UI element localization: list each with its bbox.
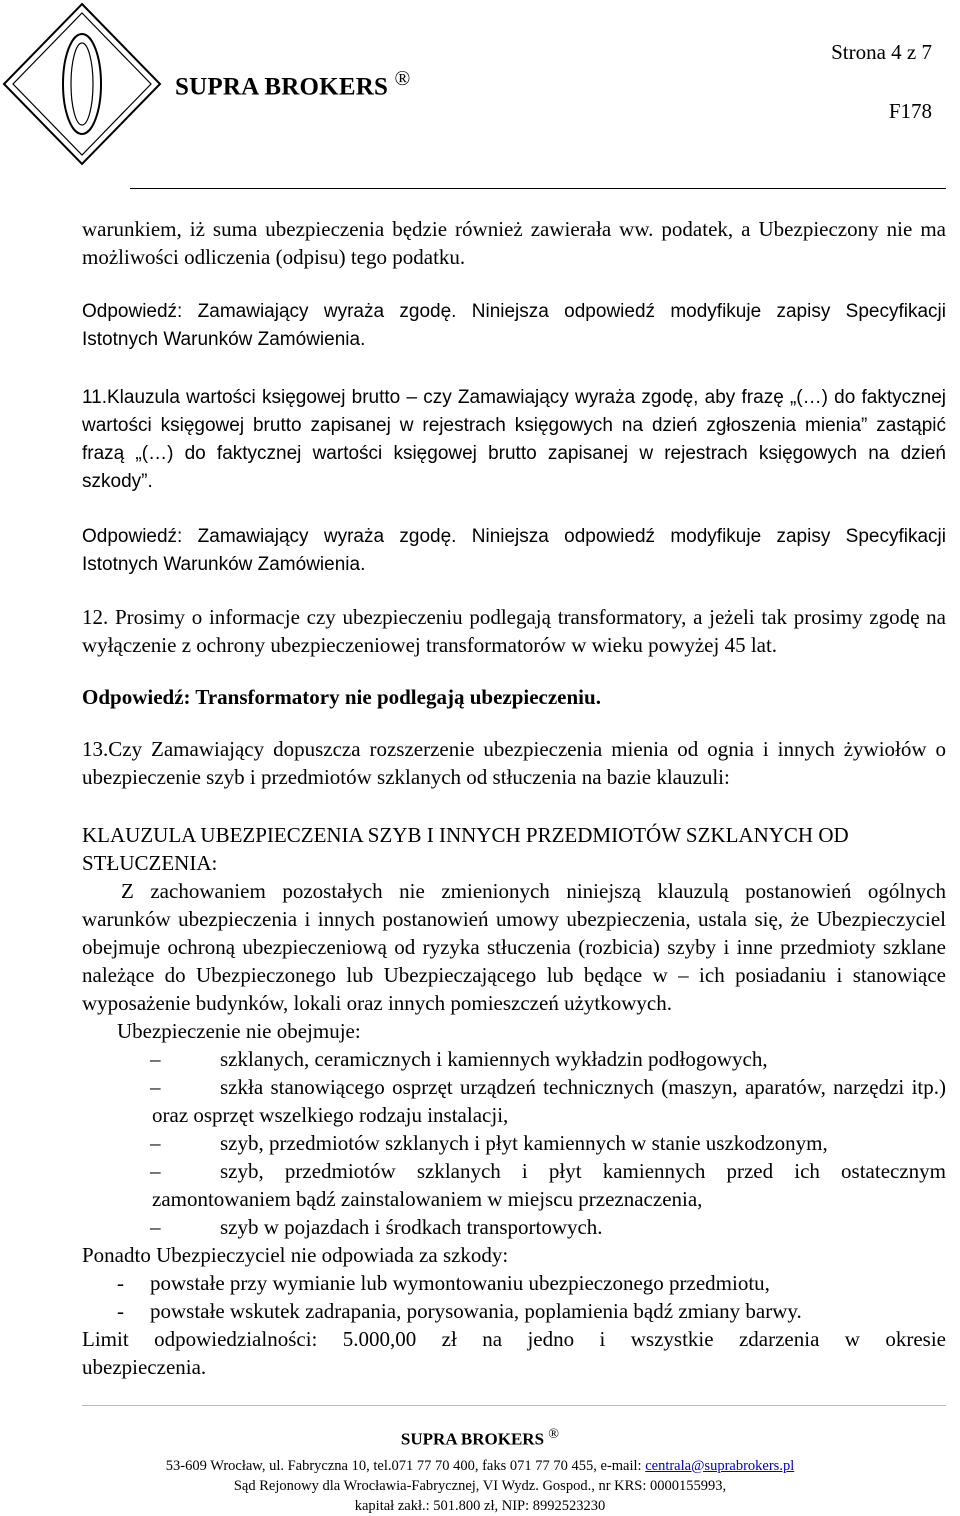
- footer: [0, 1420, 960, 1516]
- footer-capital: kapitał zakł.: 501.800 zł, NIP: 8992523230: [354, 1497, 606, 1514]
- form-code: F178: [888, 99, 932, 123]
- page-number: Strona 4 z 7: [831, 40, 932, 64]
- question-12: 12. Prosimy o informacje czy ubezpieczeniu podlegają transformatory, a jeżeli tak prosimy zgodę na wyłączenie z ochrony ubezpieczeniowej transformatorów w wieku powyżej 45 lat.: [82, 605, 946, 657]
- answer-12: Odpowiedź: Transformatory nie podlegają ubezpieczeniu.: [82, 685, 601, 709]
- exclusions-list: [82, 1045, 946, 1241]
- clause-title: KLAUZULA UBEZPIECZENIA SZYB I INNYCH PRZEDMIOTÓW SZKLANYCH OD STŁUCZENIA:: [82, 823, 849, 875]
- exclusions-intro: Ubezpieczenie nie obejmuje:: [117, 1019, 361, 1043]
- clause-paragraph: Z zachowaniem pozostałych nie zmienionych niniejszą klauzulą postanowień ogólnych warunków ubezpieczenia i innych postanowień umowy ubezpieczenia, ustala się, że Ubezpieczyciel obejmuje ochroną ubezpieczeniową od ryzyka stłuczenia (rozbicia) szyby i inne przedmioty szklane należące do Ubezpieczonego lub Ubezpieczającego lub będące w – ich posiadaniu i stanowiące wyposażenie budynków, lokali oraz innych pomieszczeń użytkowych.: [82, 879, 946, 1015]
- list-item: - powstałe wskutek zadrapania, porysowania, poplamienia bądź zmiany barwy.: [117, 1299, 802, 1323]
- document-body: [82, 215, 946, 1381]
- dash-marker: –: [150, 1159, 161, 1183]
- header-brand: SUPRA BROKERS ®: [175, 66, 411, 101]
- question-13: 13.Czy Zamawiający dopuszcza rozszerzenie ubezpieczenia mienia od ognia i innych żywiołów o ubezpieczenie szyb i przedmiotów szklanych od stłuczenia na bazie klauzuli:: [82, 737, 946, 789]
- header-divider: [130, 188, 946, 189]
- footer-court: Sąd Rejonowy dla Wrocławia-Fabrycznej, VI Wydz. Gospod., nr KRS: 0000155993,: [233, 1477, 727, 1494]
- footer-brand: SUPRA BROKERS ®: [400, 1426, 560, 1449]
- hyphen-marker: -: [117, 1299, 124, 1323]
- diamond-zero-logo: [0, 0, 164, 168]
- answer-10: Odpowiedź: Zamawiający wyraża zgodę. Niniejsza odpowiedź modyfikuje zapisy Specyfikacji Istotnych Warunków Zamówienia.: [82, 301, 946, 350]
- list-item: - powstałe przy wymianie lub wymontowaniu ubezpieczonego przedmiotu,: [117, 1271, 770, 1295]
- list-item: – szkła stanowiącego osprzęt urządzeń technicznych (maszyn, aparatów, narzędzi itp.) oraz osprzęt wszelkiego rodzaju instalacji,: [150, 1075, 946, 1127]
- list-item: – szklanych, ceramicznych i kamiennych wykładzin podłogowych,: [150, 1047, 768, 1071]
- footer-address: 53-609 Wrocław, ul. Fabryczna 10, tel.071 77 70 400, faks 071 77 70 455, e-mail: centrala@suprabrokers.pl: [165, 1457, 795, 1474]
- list-item: – szyb w pojazdach i środkach transportowych.: [150, 1215, 603, 1239]
- liability-limit: Limit odpowiedzialności: 5.000,00 zł na jedno i wszystkie zdarzenia w okresie ubezpieczenia.: [82, 1327, 946, 1379]
- paragraph-continuation: warunkiem, iż suma ubezpieczenia będzie również zawierała ww. podatek, a Ubezpieczony nie ma możliwości odliczenia (odpisu) tego podatku.: [82, 217, 946, 269]
- list-item: – szyb, przedmiotów szklanych i płyt kamiennych w stanie uszkodzonym,: [150, 1131, 828, 1155]
- damages-list: [82, 1269, 946, 1325]
- email-link[interactable]: centrala@suprabrokers.pl: [645, 1457, 795, 1474]
- dash-marker: –: [150, 1075, 161, 1099]
- footer-divider: [82, 1405, 946, 1406]
- registered-mark: ®: [394, 66, 411, 90]
- hyphen-marker: -: [117, 1271, 124, 1295]
- answer-11: Odpowiedź: Zamawiający wyraża zgodę. Niniejsza odpowiedź modyfikuje zapisy Specyfikacji Istotnych Warunków Zamówienia.: [82, 526, 946, 575]
- question-11: 11.Klauzula wartości księgowej brutto – czy Zamawiający wyraża zgodę, aby frazę „(…) do faktycznej wartości księgowej brutto zapisanej w rejestrach księgowych na dzień zgłoszenia mienia” zastąpić frazą „(…) do faktycznej wartości księgowej brutto zapisanej w rejestrach księgowych na dzień szkody”.: [82, 387, 946, 492]
- dash-marker: –: [150, 1047, 161, 1071]
- dash-marker: –: [150, 1215, 161, 1239]
- dash-marker: –: [150, 1131, 161, 1155]
- list-item: – szyb, przedmiotów szklanych i płyt kamiennych przed ich ostatecznym zamontowaniem bądź zainstalowaniem w miejscu przeznaczenia,: [150, 1159, 946, 1211]
- damages-intro: Ponadto Ubezpieczyciel nie odpowiada za szkody:: [82, 1243, 509, 1267]
